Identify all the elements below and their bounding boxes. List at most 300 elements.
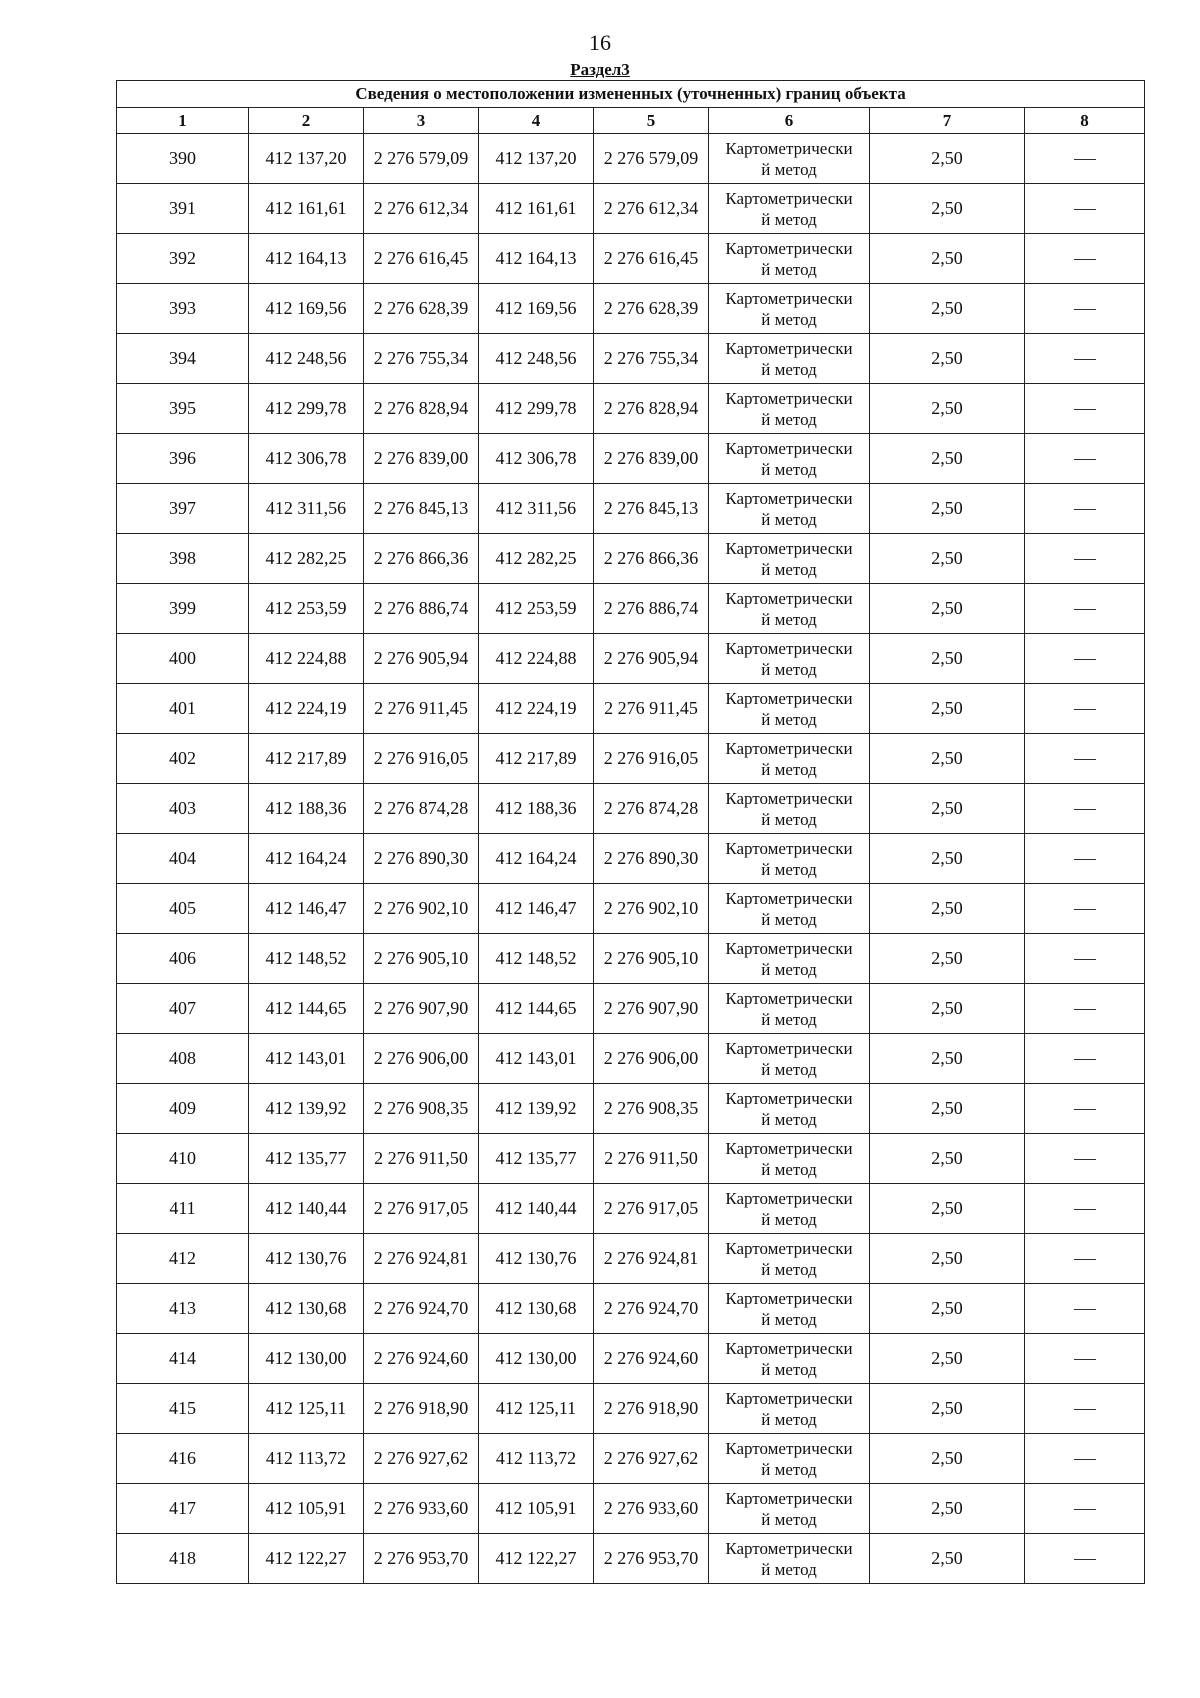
y-coordinate-cell: 2 276 874,28 (594, 784, 709, 834)
column-header: 6 (709, 108, 870, 134)
method-cell (709, 634, 870, 684)
x-coordinate-cell: 412 306,78 (249, 434, 364, 484)
dash-icon (1074, 709, 1096, 710)
table-row (117, 1134, 1145, 1184)
y-coordinate-cell: 2 276 905,94 (364, 634, 479, 684)
method-cell (709, 434, 870, 484)
dash-icon (1074, 609, 1096, 610)
table-row (117, 334, 1145, 384)
point-number-cell: 404 (117, 834, 249, 884)
method-line: й метод (761, 1309, 817, 1329)
x-coordinate-cell: 412 169,56 (479, 284, 594, 334)
table-row (117, 884, 1145, 934)
method-line: й метод (761, 609, 817, 629)
column-header: 2 (249, 108, 364, 134)
x-coordinate-cell: 412 164,13 (249, 234, 364, 284)
x-coordinate-cell: 412 311,56 (249, 484, 364, 534)
x-coordinate-cell: 412 217,89 (479, 734, 594, 784)
point-number-cell: 411 (117, 1184, 249, 1234)
x-coordinate-cell: 412 148,52 (479, 934, 594, 984)
method-cell (709, 134, 870, 184)
dash-icon (1074, 359, 1096, 360)
method-line: Картометрически (725, 1488, 853, 1508)
point-number-cell: 400 (117, 634, 249, 684)
method-cell (709, 884, 870, 934)
method-line: й метод (761, 409, 817, 429)
column-header: 7 (870, 108, 1025, 134)
method-line: Картометрически (725, 1238, 853, 1258)
page-number: 16 (589, 30, 611, 55)
table-row (117, 684, 1145, 734)
precision-cell: 2,50 (870, 434, 1025, 484)
empty-value-cell (1025, 534, 1145, 584)
y-coordinate-cell: 2 276 890,30 (594, 834, 709, 884)
method-line: Картометрически (725, 388, 853, 408)
x-coordinate-cell: 412 146,47 (479, 884, 594, 934)
y-coordinate-cell: 2 276 628,39 (364, 284, 479, 334)
method-cell (709, 834, 870, 884)
table-row (117, 384, 1145, 434)
x-coordinate-cell: 412 125,11 (249, 1384, 364, 1434)
empty-value-cell (1025, 234, 1145, 284)
empty-value-cell (1025, 184, 1145, 234)
table-row (117, 1334, 1145, 1384)
empty-value-cell (1025, 334, 1145, 384)
precision-cell: 2,50 (870, 884, 1025, 934)
x-coordinate-cell: 412 140,44 (479, 1184, 594, 1234)
dash-icon (1074, 909, 1096, 910)
precision-cell: 2,50 (870, 1234, 1025, 1284)
x-coordinate-cell: 412 144,65 (249, 984, 364, 1034)
point-number-cell: 416 (117, 1434, 249, 1484)
x-coordinate-cell: 412 164,13 (479, 234, 594, 284)
method-cell (709, 234, 870, 284)
dash-icon (1074, 1259, 1096, 1260)
method-cell (709, 334, 870, 384)
precision-cell: 2,50 (870, 984, 1025, 1034)
method-line: й метод (761, 459, 817, 479)
y-coordinate-cell: 2 276 628,39 (594, 284, 709, 334)
empty-value-cell (1025, 834, 1145, 884)
method-line: Картометрически (725, 1388, 853, 1408)
dash-icon (1074, 159, 1096, 160)
empty-value-cell (1025, 1484, 1145, 1534)
x-coordinate-cell: 412 105,91 (249, 1484, 364, 1534)
method-line: й метод (761, 509, 817, 529)
y-coordinate-cell: 2 276 918,90 (594, 1384, 709, 1434)
point-number-cell: 415 (117, 1384, 249, 1434)
point-number-cell: 393 (117, 284, 249, 334)
y-coordinate-cell: 2 276 886,74 (364, 584, 479, 634)
x-coordinate-cell: 412 130,68 (479, 1284, 594, 1334)
x-coordinate-cell: 412 139,92 (479, 1084, 594, 1134)
method-cell (709, 1184, 870, 1234)
method-cell (709, 1484, 870, 1534)
empty-value-cell (1025, 1334, 1145, 1384)
x-coordinate-cell: 412 253,59 (249, 584, 364, 634)
y-coordinate-cell: 2 276 917,05 (594, 1184, 709, 1234)
y-coordinate-cell: 2 276 911,50 (364, 1134, 479, 1184)
point-number-cell: 399 (117, 584, 249, 634)
table-row (117, 1484, 1145, 1534)
table-row (117, 284, 1145, 334)
precision-cell: 2,50 (870, 184, 1025, 234)
precision-cell: 2,50 (870, 484, 1025, 534)
precision-cell: 2,50 (870, 1434, 1025, 1484)
y-coordinate-cell: 2 276 911,45 (364, 684, 479, 734)
y-coordinate-cell: 2 276 906,00 (594, 1034, 709, 1084)
method-line: й метод (761, 1559, 817, 1579)
precision-cell: 2,50 (870, 1134, 1025, 1184)
method-cell (709, 784, 870, 834)
precision-cell: 2,50 (870, 1084, 1025, 1134)
x-coordinate-cell: 412 135,77 (479, 1134, 594, 1184)
y-coordinate-cell: 2 276 918,90 (364, 1384, 479, 1434)
point-number-cell: 391 (117, 184, 249, 234)
method-cell (709, 734, 870, 784)
x-coordinate-cell: 412 130,76 (479, 1234, 594, 1284)
method-line: Картометрически (725, 1288, 853, 1308)
method-line: Картометрически (725, 438, 853, 458)
x-coordinate-cell: 412 135,77 (249, 1134, 364, 1184)
y-coordinate-cell: 2 276 924,60 (594, 1334, 709, 1384)
x-coordinate-cell: 412 113,72 (249, 1434, 364, 1484)
empty-value-cell (1025, 1434, 1145, 1484)
point-number-cell: 412 (117, 1234, 249, 1284)
method-cell (709, 1434, 870, 1484)
point-number-cell: 406 (117, 934, 249, 984)
method-cell (709, 1284, 870, 1334)
empty-value-cell (1025, 1034, 1145, 1084)
method-line: Картометрически (725, 1338, 853, 1358)
method-line: Картометрически (725, 738, 853, 758)
precision-cell: 2,50 (870, 234, 1025, 284)
y-coordinate-cell: 2 276 933,60 (364, 1484, 479, 1534)
dash-icon (1074, 1009, 1096, 1010)
y-coordinate-cell: 2 276 908,35 (594, 1084, 709, 1134)
table-row (117, 1434, 1145, 1484)
x-coordinate-cell: 412 146,47 (249, 884, 364, 934)
x-coordinate-cell: 412 140,44 (249, 1184, 364, 1234)
point-number-cell: 392 (117, 234, 249, 284)
x-coordinate-cell: 412 311,56 (479, 484, 594, 534)
y-coordinate-cell: 2 276 924,70 (594, 1284, 709, 1334)
method-line: й метод (761, 209, 817, 229)
y-coordinate-cell: 2 276 755,34 (364, 334, 479, 384)
x-coordinate-cell: 412 224,19 (479, 684, 594, 734)
column-header: 1 (117, 108, 249, 134)
y-coordinate-cell: 2 276 933,60 (594, 1484, 709, 1534)
method-line: Картометрически (725, 488, 853, 508)
y-coordinate-cell: 2 276 911,50 (594, 1134, 709, 1184)
y-coordinate-cell: 2 276 924,60 (364, 1334, 479, 1384)
dash-icon (1074, 409, 1096, 410)
method-line: й метод (761, 1409, 817, 1429)
dash-icon (1074, 1559, 1096, 1560)
table-row (117, 1084, 1145, 1134)
table-row (117, 1184, 1145, 1234)
x-coordinate-cell: 412 282,25 (479, 534, 594, 584)
y-coordinate-cell: 2 276 845,13 (594, 484, 709, 534)
method-line: й метод (761, 1009, 817, 1029)
method-line: Картометрически (725, 838, 853, 858)
y-coordinate-cell: 2 276 902,10 (594, 884, 709, 934)
y-coordinate-cell: 2 276 579,09 (364, 134, 479, 184)
table-row (117, 1384, 1145, 1434)
precision-cell: 2,50 (870, 934, 1025, 984)
point-number-cell: 395 (117, 384, 249, 434)
method-line: Картометрически (725, 1138, 853, 1158)
method-line: й метод (761, 1059, 817, 1079)
method-line: й метод (761, 909, 817, 929)
point-number-cell: 414 (117, 1334, 249, 1384)
method-line: й метод (761, 1209, 817, 1229)
x-coordinate-cell: 412 169,56 (249, 284, 364, 334)
method-line: й метод (761, 259, 817, 279)
y-coordinate-cell: 2 276 927,62 (364, 1434, 479, 1484)
dash-icon (1074, 259, 1096, 260)
empty-value-cell (1025, 384, 1145, 434)
method-line: й метод (761, 659, 817, 679)
y-coordinate-cell: 2 276 911,45 (594, 684, 709, 734)
y-coordinate-cell: 2 276 890,30 (364, 834, 479, 884)
y-coordinate-cell: 2 276 616,45 (364, 234, 479, 284)
x-coordinate-cell: 412 299,78 (249, 384, 364, 434)
y-coordinate-cell: 2 276 917,05 (364, 1184, 479, 1234)
table-row (117, 584, 1145, 634)
method-cell (709, 1034, 870, 1084)
point-number-cell: 401 (117, 684, 249, 734)
method-line: Картометрически (725, 238, 853, 258)
x-coordinate-cell: 412 164,24 (249, 834, 364, 884)
method-cell (709, 984, 870, 1034)
x-coordinate-cell: 412 143,01 (249, 1034, 364, 1084)
method-line: й метод (761, 1109, 817, 1129)
column-number-row (117, 108, 1145, 134)
precision-cell: 2,50 (870, 284, 1025, 334)
x-coordinate-cell: 412 137,20 (479, 134, 594, 184)
method-line: Картометрически (725, 188, 853, 208)
y-coordinate-cell: 2 276 612,34 (364, 184, 479, 234)
dash-icon (1074, 1159, 1096, 1160)
y-coordinate-cell: 2 276 905,10 (594, 934, 709, 984)
x-coordinate-cell: 412 164,24 (479, 834, 594, 884)
table-row (117, 534, 1145, 584)
dash-icon (1074, 1309, 1096, 1310)
method-line: й метод (761, 1359, 817, 1379)
x-coordinate-cell: 412 125,11 (479, 1384, 594, 1434)
precision-cell: 2,50 (870, 634, 1025, 684)
empty-value-cell (1025, 1184, 1145, 1234)
y-coordinate-cell: 2 276 839,00 (594, 434, 709, 484)
x-coordinate-cell: 412 248,56 (249, 334, 364, 384)
x-coordinate-cell: 412 130,00 (479, 1334, 594, 1384)
method-cell (709, 1134, 870, 1184)
empty-value-cell (1025, 684, 1145, 734)
point-number-cell: 407 (117, 984, 249, 1034)
y-coordinate-cell: 2 276 924,81 (594, 1234, 709, 1284)
table-row (117, 984, 1145, 1034)
dash-icon (1074, 559, 1096, 560)
method-cell (709, 184, 870, 234)
empty-value-cell (1025, 284, 1145, 334)
x-coordinate-cell: 412 130,00 (249, 1334, 364, 1384)
method-line: Картометрически (725, 1538, 853, 1558)
x-coordinate-cell: 412 144,65 (479, 984, 594, 1034)
y-coordinate-cell: 2 276 866,36 (364, 534, 479, 584)
precision-cell: 2,50 (870, 1334, 1025, 1384)
method-line: Картометрически (725, 1038, 853, 1058)
empty-value-cell (1025, 884, 1145, 934)
y-coordinate-cell: 2 276 828,94 (594, 384, 709, 434)
y-coordinate-cell: 2 276 905,10 (364, 934, 479, 984)
table-row (117, 934, 1145, 984)
x-coordinate-cell: 412 122,27 (479, 1534, 594, 1584)
method-line: Картометрически (725, 988, 853, 1008)
column-header: 5 (594, 108, 709, 134)
method-cell (709, 1084, 870, 1134)
table-row (117, 434, 1145, 484)
method-line: й метод (761, 859, 817, 879)
table-row (117, 134, 1145, 184)
empty-value-cell (1025, 734, 1145, 784)
x-coordinate-cell: 412 306,78 (479, 434, 594, 484)
x-coordinate-cell: 412 224,19 (249, 684, 364, 734)
dash-icon (1074, 1059, 1096, 1060)
method-cell (709, 284, 870, 334)
dash-icon (1074, 959, 1096, 960)
empty-value-cell (1025, 1284, 1145, 1334)
point-number-cell: 417 (117, 1484, 249, 1534)
method-cell (709, 584, 870, 634)
empty-value-cell (1025, 934, 1145, 984)
dash-icon (1074, 1409, 1096, 1410)
x-coordinate-cell: 412 137,20 (249, 134, 364, 184)
method-cell (709, 1234, 870, 1284)
x-coordinate-cell: 412 188,36 (249, 784, 364, 834)
dash-icon (1074, 1459, 1096, 1460)
y-coordinate-cell: 2 276 579,09 (594, 134, 709, 184)
point-number-cell: 418 (117, 1534, 249, 1584)
method-line: Картометрически (725, 1188, 853, 1208)
empty-value-cell (1025, 1134, 1145, 1184)
dash-icon (1074, 859, 1096, 860)
y-coordinate-cell: 2 276 924,81 (364, 1234, 479, 1284)
table-row (117, 484, 1145, 534)
column-header: 4 (479, 108, 594, 134)
method-line: Картометрически (725, 788, 853, 808)
precision-cell: 2,50 (870, 334, 1025, 384)
precision-cell: 2,50 (870, 684, 1025, 734)
table-row (117, 834, 1145, 884)
y-coordinate-cell: 2 276 866,36 (594, 534, 709, 584)
y-coordinate-cell: 2 276 886,74 (594, 584, 709, 634)
dash-icon (1074, 309, 1096, 310)
point-number-cell: 398 (117, 534, 249, 584)
dash-icon (1074, 209, 1096, 210)
method-cell (709, 534, 870, 584)
empty-value-cell (1025, 484, 1145, 534)
precision-cell: 2,50 (870, 534, 1025, 584)
y-coordinate-cell: 2 276 616,45 (594, 234, 709, 284)
y-coordinate-cell: 2 276 907,90 (594, 984, 709, 1034)
precision-cell: 2,50 (870, 784, 1025, 834)
method-line: й метод (761, 809, 817, 829)
point-number-cell: 410 (117, 1134, 249, 1184)
method-line: й метод (761, 159, 817, 179)
method-line: Картометрически (725, 888, 853, 908)
method-cell (709, 1384, 870, 1434)
method-line: Картометрически (725, 688, 853, 708)
dash-icon (1074, 1209, 1096, 1210)
empty-value-cell (1025, 634, 1145, 684)
method-cell (709, 1334, 870, 1384)
column-header: 3 (364, 108, 479, 134)
empty-value-cell (1025, 584, 1145, 634)
table-row (117, 1534, 1145, 1584)
precision-cell: 2,50 (870, 384, 1025, 434)
method-line: Картометрически (725, 588, 853, 608)
method-line: Картометрически (725, 338, 853, 358)
point-number-cell: 396 (117, 434, 249, 484)
point-number-cell: 408 (117, 1034, 249, 1084)
y-coordinate-cell: 2 276 612,34 (594, 184, 709, 234)
method-line: Картометрически (725, 138, 853, 158)
dash-icon (1074, 1359, 1096, 1360)
y-coordinate-cell: 2 276 953,70 (364, 1534, 479, 1584)
table-row (117, 1284, 1145, 1334)
table-body (117, 134, 1145, 1584)
method-line: Картометрически (725, 288, 853, 308)
precision-cell: 2,50 (870, 584, 1025, 634)
y-coordinate-cell: 2 276 828,94 (364, 384, 479, 434)
point-number-cell: 402 (117, 734, 249, 784)
method-line: Картометрически (725, 638, 853, 658)
method-cell (709, 1534, 870, 1584)
point-number-cell: 403 (117, 784, 249, 834)
dash-icon (1074, 459, 1096, 460)
dash-icon (1074, 809, 1096, 810)
method-line: Картометрически (725, 1438, 853, 1458)
precision-cell: 2,50 (870, 1484, 1025, 1534)
x-coordinate-cell: 412 217,89 (249, 734, 364, 784)
x-coordinate-cell: 412 188,36 (479, 784, 594, 834)
x-coordinate-cell: 412 130,68 (249, 1284, 364, 1334)
point-number-cell: 390 (117, 134, 249, 184)
method-line: й метод (761, 1159, 817, 1179)
precision-cell: 2,50 (870, 1184, 1025, 1234)
table-caption: Сведения о местоположении измененных (уточненных) границ объекта (117, 81, 1145, 108)
point-number-cell: 397 (117, 484, 249, 534)
x-coordinate-cell: 412 224,88 (249, 634, 364, 684)
x-coordinate-cell: 412 161,61 (249, 184, 364, 234)
x-coordinate-cell: 412 113,72 (479, 1434, 594, 1484)
empty-value-cell (1025, 1084, 1145, 1134)
table-row (117, 734, 1145, 784)
method-line: й метод (761, 709, 817, 729)
precision-cell: 2,50 (870, 134, 1025, 184)
y-coordinate-cell: 2 276 845,13 (364, 484, 479, 534)
empty-value-cell (1025, 134, 1145, 184)
table-row (117, 784, 1145, 834)
point-number-cell: 405 (117, 884, 249, 934)
empty-value-cell (1025, 984, 1145, 1034)
method-line: й метод (761, 1459, 817, 1479)
x-coordinate-cell: 412 122,27 (249, 1534, 364, 1584)
empty-value-cell (1025, 1234, 1145, 1284)
y-coordinate-cell: 2 276 839,00 (364, 434, 479, 484)
precision-cell: 2,50 (870, 1284, 1025, 1334)
